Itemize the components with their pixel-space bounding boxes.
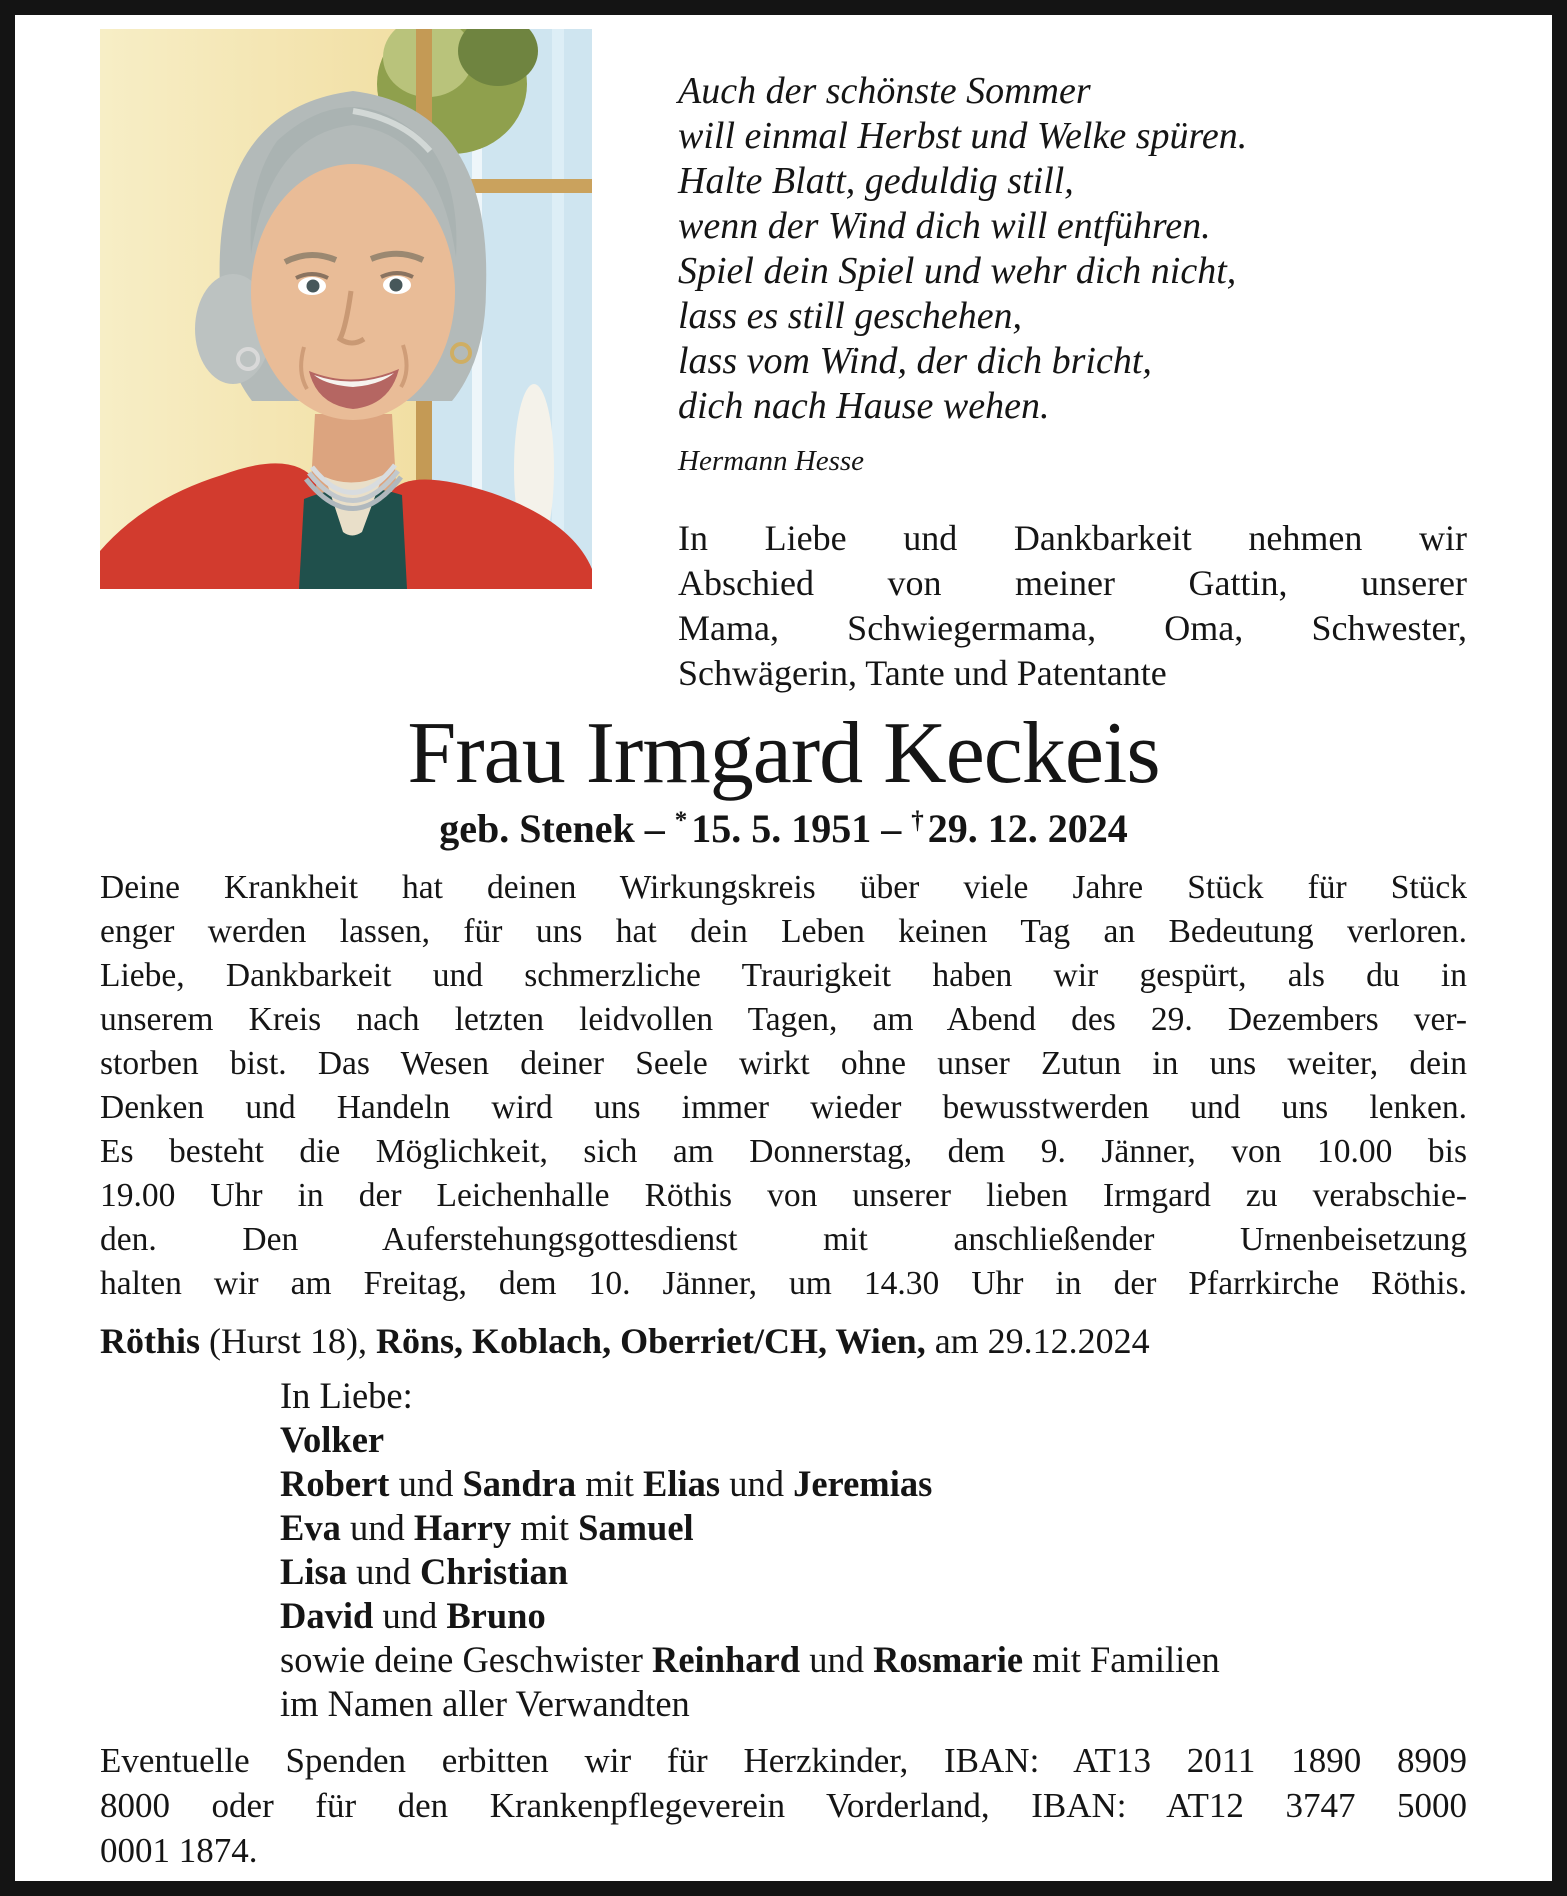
dash: – xyxy=(644,805,665,851)
donation-note: Eventuelle Spenden erbitten wir für Herzkinder, IBAN: AT13 2011 1890 8909 8000 oder für den Krankenpflegeverein Vorderland, IBAN: AT12 3747 5000 0001 1874. xyxy=(100,1740,1467,1870)
death-cross-symbol: † xyxy=(911,806,924,834)
obituary-paragraph-2: Es besteht die Möglichkeit, sich am Donnerstag, dem 9. Jänner, von 10.00 bis 19.00 Uhr in der Leichenhalle Röthis von unserer lieben Irmgard zu verabschie- den. Den Auferstehungsgottesdienst mit anschließender Urnenbeisetzung halten wir am Freitag, dem 10. Jänner, um 14.30 Uhr in der Pfarrkirche Röthis. xyxy=(100,1132,1467,1302)
obituary-text xyxy=(100,866,1467,1306)
poem-attribution: Hermann Hesse xyxy=(678,445,865,477)
portrait-illustration xyxy=(100,29,592,589)
death-date: 29. 12. 2024 xyxy=(927,805,1128,851)
farewell-salutation: In Liebe: xyxy=(280,1374,413,1416)
poem: Auch der schönste Sommer will einmal Herbst und Welke spüren. Halte Blatt, geduldig still, wenn der Wind dich will entführen. Spiel dein Spiel und wehr dich nicht, lass es still geschehen, lass vom Wind, der dich bricht, dich nach Hause wehen. xyxy=(678,70,1248,427)
farewell-intro: In Liebe und Dankbarkeit nehmen wir Abschied von meiner Gattin, unserer Mama, Schwiegermama, Oma, Schwester, Schwägerin, Tante und Patentante xyxy=(678,518,1467,693)
maiden-name: geb. Stenek xyxy=(439,805,635,851)
poem-and-intro-column xyxy=(592,29,1467,696)
places-and-date-line: Röthis (Hurst 18), Röns, Koblach, Oberriet/CH, Wien, am 29.12.2024 xyxy=(100,1320,1150,1361)
birth-star-symbol: * xyxy=(674,806,688,834)
portrait-photo xyxy=(100,29,592,589)
mourner-names: Volker Robert und Sandra mit Elias und Jeremias Eva und Harry mit Samuel Lisa und Christian David und Bruno sowie deine Geschwister Reinhard und Rosmarie mit Familien im Namen aller Verwandten xyxy=(280,1418,1220,1724)
deceased-name-title: Frau Irmgard Keckeis xyxy=(407,705,1160,802)
birth-death-line xyxy=(100,805,1467,852)
mourners-list xyxy=(280,1374,1467,1726)
top-section xyxy=(100,29,1467,696)
dash: – xyxy=(881,805,902,851)
birth-date: 15. 5. 1951 xyxy=(691,805,872,851)
obituary-paragraph-1: Deine Krankheit hat deinen Wirkungskreis über viele Jahre Stück für Stück enger werden lassen, für uns hat dein Leben keinen Tag an Bedeutung verloren. Liebe, Dankbarkeit und schmerzliche Traurigkeit haben wir gespürt, als du in unserem Kreis nach letzten leidvollen Tagen, am Abend des 29. Dezembers ver- storben bist. Das Wesen deiner Seele wirkt ohne unser Zutun in uns weiter, dein Denken und Handeln wird uns immer wieder bewusstwerden und uns lenken. xyxy=(100,868,1467,1126)
